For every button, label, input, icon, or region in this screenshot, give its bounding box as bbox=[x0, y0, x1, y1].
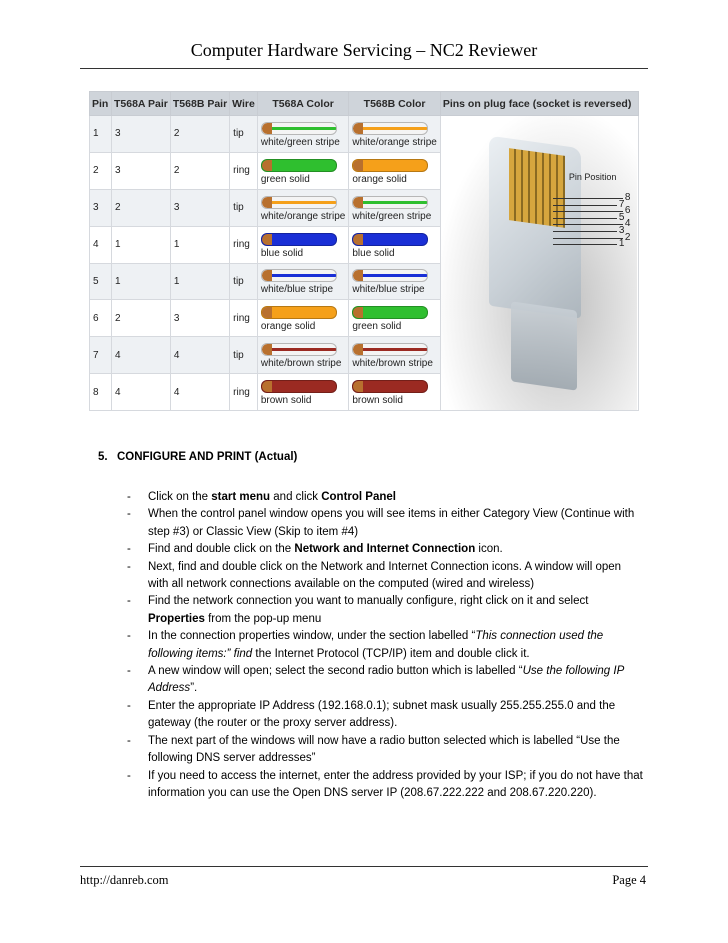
t568b-pair-cell: 1 bbox=[170, 226, 229, 263]
t568a-pair-cell: 2 bbox=[112, 300, 171, 337]
t568a-color-cell bbox=[257, 300, 349, 337]
wire-color-label: blue solid bbox=[352, 247, 395, 259]
wire-color-label: brown solid bbox=[352, 395, 403, 407]
pin-leader-line bbox=[553, 231, 617, 232]
green-wire-swatch bbox=[261, 122, 337, 135]
wire-color-label: white/brown stripe bbox=[352, 358, 433, 370]
t568b-pair-cell: 1 bbox=[170, 263, 229, 300]
pin-leader-line bbox=[553, 198, 623, 199]
step-text: the Internet Protocol (TCP/IP) item and double click it. bbox=[252, 647, 530, 660]
step-text: Find the network connection you want to manually configure, right click on it and select bbox=[148, 595, 589, 608]
col-header-t568a-pair: T568A Pair bbox=[112, 92, 171, 116]
step-text: Click on the bbox=[148, 491, 212, 503]
step-item bbox=[124, 768, 644, 803]
plug-contacts-image bbox=[509, 148, 565, 228]
t568b-pair-cell: 3 bbox=[170, 189, 229, 226]
orange-wire-swatch bbox=[352, 122, 428, 135]
step-item bbox=[124, 698, 644, 733]
wire-cell: tip bbox=[230, 116, 258, 153]
pinout-header-row bbox=[90, 92, 639, 116]
pin-leader-line bbox=[553, 218, 617, 219]
document-header-title: Computer Hardware Servicing – NC2 Reviewer bbox=[190, 40, 538, 60]
t568b-pair-cell: 4 bbox=[170, 374, 229, 411]
step-italic-text: This connection used the following items:” find bbox=[148, 630, 604, 660]
pin-number-label: 4 bbox=[624, 218, 631, 230]
wire-cell: tip bbox=[230, 263, 258, 300]
pin-cell: 5 bbox=[90, 263, 112, 300]
step-text: If you need to access the internet, enter the address provided by your ISP; if you do not have that information you can use the Open DNS server IP (208.67.222.222 and 208.67.220.220). bbox=[148, 769, 643, 799]
col-header-wire: Wire bbox=[230, 92, 258, 116]
plug-face-cell bbox=[440, 116, 638, 411]
t568a-pair-cell: 1 bbox=[112, 226, 171, 263]
step-item bbox=[124, 506, 644, 541]
pin-cell: 4 bbox=[90, 226, 112, 263]
bullet-dash-icon: - bbox=[127, 491, 131, 503]
orange-wire-swatch bbox=[261, 196, 337, 209]
t568a-color-cell bbox=[257, 189, 349, 226]
wire-color-label: white/green stripe bbox=[352, 210, 432, 222]
header-divider bbox=[80, 68, 648, 69]
pin-cell: 7 bbox=[90, 337, 112, 374]
t568a-color-cell bbox=[257, 226, 349, 263]
step-text: In the connection properties window, under the section labelled “ bbox=[148, 630, 476, 643]
blue-wire-swatch bbox=[261, 269, 337, 282]
step-item bbox=[124, 593, 644, 628]
step-emphasis: Control Panel bbox=[321, 491, 396, 503]
t568a-pair-cell: 1 bbox=[112, 263, 171, 300]
t568a-color-cell bbox=[257, 337, 349, 374]
pin-cell: 2 bbox=[90, 152, 112, 189]
wire-color-label: white/green stripe bbox=[260, 136, 340, 148]
wire-color-label: orange solid bbox=[260, 321, 316, 333]
brown-wire-swatch bbox=[261, 380, 337, 393]
green-wire-swatch bbox=[261, 159, 337, 172]
step-item bbox=[124, 663, 644, 698]
step-list bbox=[124, 489, 644, 802]
step-item bbox=[124, 541, 644, 558]
pin-position-label: Pin Position bbox=[568, 172, 617, 182]
brown-wire-swatch bbox=[352, 380, 428, 393]
step-item bbox=[124, 628, 644, 663]
pin-leader-line bbox=[553, 224, 623, 225]
t568b-pair-cell: 4 bbox=[170, 337, 229, 374]
t568b-pair-cell: 2 bbox=[170, 116, 229, 153]
t568a-pair-cell: 2 bbox=[112, 189, 171, 226]
col-header-t568b-color: T568B Color bbox=[349, 92, 441, 116]
blue-wire-swatch bbox=[352, 233, 428, 246]
step-text: icon. bbox=[475, 543, 503, 556]
bullet-dash-icon: - bbox=[127, 665, 131, 678]
col-header-pin: Pin bbox=[90, 92, 112, 116]
step-text: Enter the appropriate IP Address (192.168.0.1); subnet mask usually 255.255.255.0 and the gateway (the router or the proxy server address). bbox=[148, 699, 616, 730]
section-number: 5. bbox=[98, 451, 108, 463]
bullet-dash-icon: - bbox=[127, 543, 131, 556]
pinout-table-body bbox=[90, 116, 639, 411]
pin-number-label: 7 bbox=[618, 198, 625, 210]
wire-color-label: brown solid bbox=[260, 395, 312, 407]
footer-url: http://danreb.com bbox=[80, 873, 169, 887]
bullet-dash-icon: - bbox=[127, 595, 131, 608]
wire-color-label: orange solid bbox=[352, 173, 407, 185]
pin-cell: 1 bbox=[90, 116, 112, 153]
step-emphasis: Network and Internet Connection bbox=[294, 543, 476, 556]
bullet-dash-icon: - bbox=[127, 508, 131, 521]
footer-divider bbox=[80, 866, 648, 867]
t568b-color-cell bbox=[349, 226, 441, 263]
t568a-pair-cell: 4 bbox=[112, 337, 171, 374]
blue-wire-swatch bbox=[352, 269, 428, 282]
wire-color-label: green solid bbox=[352, 321, 402, 333]
pinout-table bbox=[89, 91, 639, 411]
step-text: from the pop-up menu bbox=[204, 612, 322, 625]
t568a-pair-cell: 3 bbox=[112, 152, 171, 189]
t568a-color-cell bbox=[257, 374, 349, 411]
col-header-plug-face: Pins on plug face (socket is reversed) bbox=[440, 92, 638, 116]
wire-color-label: blue solid bbox=[260, 247, 304, 259]
wire-color-label: white/blue stripe bbox=[260, 284, 334, 296]
section-title: CONFIGURE AND PRINT (Actual) bbox=[117, 451, 298, 463]
pin-number-label: 6 bbox=[624, 205, 631, 217]
rj45-plug-image bbox=[441, 116, 637, 410]
orange-wire-swatch bbox=[352, 159, 428, 172]
pin-number-label: 3 bbox=[618, 225, 625, 236]
step-text: ”. bbox=[190, 682, 198, 695]
orange-wire-swatch bbox=[261, 306, 337, 319]
step-emphasis: start menu bbox=[211, 491, 271, 503]
wire-color-label: white/orange stripe bbox=[352, 136, 437, 148]
col-header-t568b-pair: T568B Pair bbox=[170, 92, 229, 116]
step-emphasis: Properties bbox=[148, 612, 205, 625]
step-text: Find and double click on the bbox=[148, 543, 295, 556]
pin-number-label: 2 bbox=[624, 231, 631, 243]
step-text: Next, find and double click on the Network and Internet Connection icons. A window will open with all network connections available on the computed (wired and wireless) bbox=[148, 560, 622, 591]
bullet-dash-icon: - bbox=[127, 769, 131, 782]
brown-wire-swatch bbox=[352, 343, 428, 356]
wire-color-label: white/brown stripe bbox=[260, 358, 342, 370]
pin-cell: 6 bbox=[90, 300, 112, 337]
wire-color-label: white/blue stripe bbox=[352, 284, 425, 296]
wire-cell: tip bbox=[230, 189, 258, 226]
pin-number-label: 5 bbox=[618, 211, 625, 223]
t568b-color-cell bbox=[349, 337, 441, 374]
step-item bbox=[124, 559, 644, 594]
wire-cell: ring bbox=[230, 152, 258, 189]
wire-cell: ring bbox=[230, 374, 258, 411]
pin-number-label: 8 bbox=[624, 192, 631, 203]
bullet-dash-icon: - bbox=[127, 734, 131, 747]
rj45-plug-tab bbox=[511, 301, 577, 390]
t568a-color-cell bbox=[257, 152, 349, 189]
pinout-row bbox=[90, 116, 639, 153]
wire-cell: tip bbox=[230, 337, 258, 374]
pin-leader-line bbox=[553, 244, 617, 245]
pin-leader-line bbox=[553, 211, 623, 212]
t568b-color-cell bbox=[349, 263, 441, 300]
col-header-t568a-color: T568A Color bbox=[257, 92, 349, 116]
brown-wire-swatch bbox=[261, 343, 337, 356]
t568b-color-cell bbox=[349, 189, 441, 226]
t568a-color-cell bbox=[257, 263, 349, 300]
bullet-dash-icon: - bbox=[127, 560, 131, 573]
wire-color-label: white/orange stripe bbox=[260, 210, 346, 222]
footer-page-number: Page 4 bbox=[612, 873, 646, 887]
bullet-dash-icon: - bbox=[127, 630, 131, 643]
t568b-color-cell bbox=[349, 116, 441, 153]
pin-leader-line bbox=[553, 238, 623, 239]
pin-number-label: 1 bbox=[618, 238, 625, 250]
t568b-color-cell bbox=[349, 374, 441, 411]
wire-color-label: green solid bbox=[260, 173, 310, 185]
t568a-pair-cell: 4 bbox=[112, 374, 171, 411]
green-wire-swatch bbox=[352, 306, 428, 319]
green-wire-swatch bbox=[352, 196, 428, 209]
t568b-color-cell bbox=[349, 300, 441, 337]
blue-wire-swatch bbox=[261, 233, 337, 246]
wire-cell: ring bbox=[230, 300, 258, 337]
t568a-color-cell bbox=[257, 116, 349, 153]
t568b-pair-cell: 3 bbox=[170, 300, 229, 337]
t568b-color-cell bbox=[349, 152, 441, 189]
step-item bbox=[124, 733, 644, 768]
bullet-dash-icon: - bbox=[127, 699, 131, 712]
pin-cell: 8 bbox=[90, 374, 112, 411]
wire-cell: ring bbox=[230, 226, 258, 263]
t568b-pair-cell: 2 bbox=[170, 152, 229, 189]
pin-leader-line bbox=[553, 205, 617, 206]
t568a-pair-cell: 3 bbox=[112, 116, 171, 153]
step-item bbox=[124, 489, 644, 506]
pin-cell: 3 bbox=[90, 189, 112, 226]
step-italic-text: Use the following IP Address bbox=[148, 665, 624, 695]
step-text: When the control panel window opens you will see items in either Category View (Continue with step #3) or Classic View (Skip to item #4) bbox=[148, 508, 635, 538]
step-text: and click bbox=[270, 491, 322, 503]
step-text: The next part of the windows will now have a radio button selected which is labelled “Use the following DNS server addresses” bbox=[148, 734, 620, 765]
step-text: A new window will open; select the second radio button which is labelled “ bbox=[148, 665, 523, 678]
